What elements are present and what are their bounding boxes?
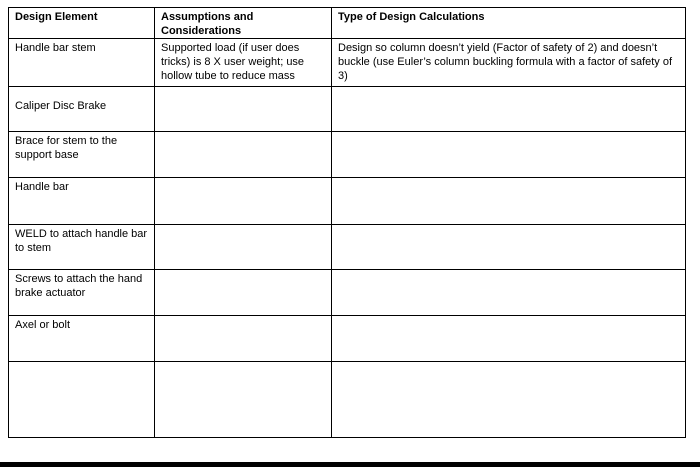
- design-table: [8, 7, 686, 438]
- table-row: [9, 39, 686, 87]
- cell-design-element: Caliper Disc Brake: [9, 87, 155, 132]
- table-row: [9, 362, 686, 438]
- cell-design-element: Handle bar: [9, 178, 155, 225]
- cell-assumptions: [155, 270, 332, 316]
- cell-design-element: Handle bar stem: [9, 39, 155, 87]
- cell-assumptions: [155, 87, 332, 132]
- table-row: [9, 225, 686, 270]
- cell-calculations: [332, 178, 686, 225]
- table-row: [9, 132, 686, 178]
- table-header-row: [9, 8, 686, 39]
- cell-calculations: [332, 225, 686, 270]
- table-row: [9, 270, 686, 316]
- cell-assumptions: [155, 178, 332, 225]
- cell-calculations: [332, 316, 686, 362]
- cell-calculations: [332, 362, 686, 438]
- cell-design-element: Screws to attach the hand brake actuator: [9, 270, 155, 316]
- table-row: [9, 316, 686, 362]
- cell-assumptions: [155, 362, 332, 438]
- cell-design-element: Brace for stem to the support base: [9, 132, 155, 178]
- cell-design-element: Axel or bolt: [9, 316, 155, 362]
- header-design-element: Design Element: [9, 8, 155, 39]
- cell-design-element: [9, 362, 155, 438]
- bottom-border-bar: [0, 462, 700, 467]
- cell-calculations: Design so column doesn’t yield (Factor of safety of 2) and doesn’t buckle (use Euler’s column buckling formula with a factor of safety of 3): [332, 39, 686, 87]
- cell-assumptions: [155, 132, 332, 178]
- cell-design-element: WELD to attach handle bar to stem: [9, 225, 155, 270]
- cell-calculations: [332, 132, 686, 178]
- cell-calculations: [332, 87, 686, 132]
- cell-assumptions: [155, 316, 332, 362]
- header-assumptions: Assumptions and Considerations: [155, 8, 332, 39]
- table-row: [9, 87, 686, 132]
- cell-assumptions: [155, 225, 332, 270]
- table-row: [9, 178, 686, 225]
- cell-assumptions: Supported load (if user does tricks) is 8 X user weight; use hollow tube to reduce mass: [155, 39, 332, 87]
- cell-calculations: [332, 270, 686, 316]
- header-calculations: Type of Design Calculations: [332, 8, 686, 39]
